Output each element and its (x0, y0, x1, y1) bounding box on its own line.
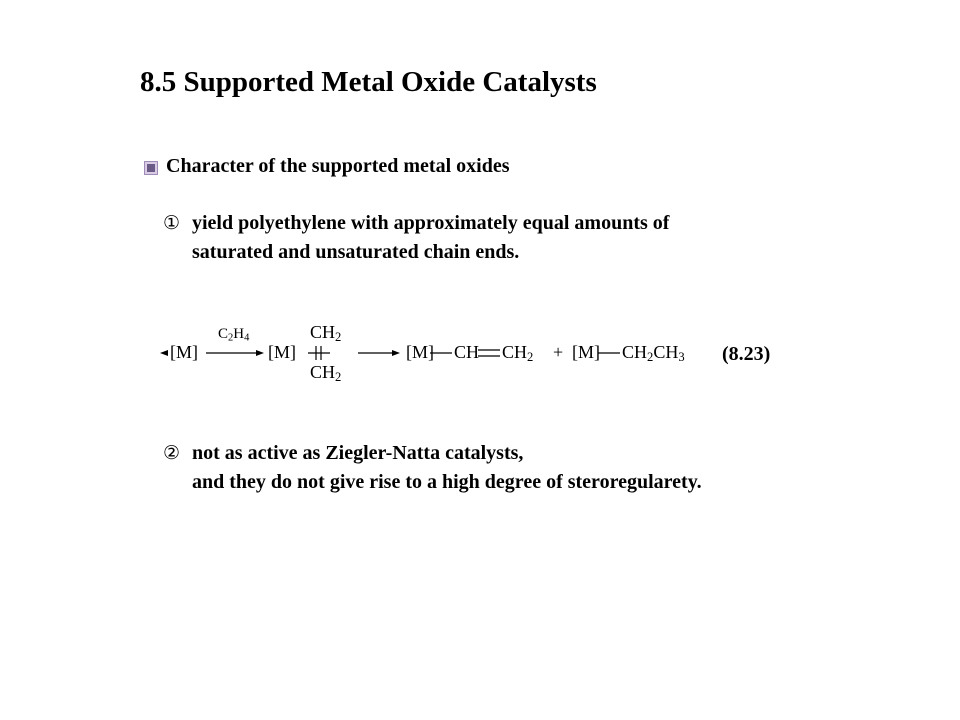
circled-number-2: ② (163, 442, 181, 464)
circled-number-1: ① (163, 212, 181, 234)
slide-title: 8.5 Supported Metal Oxide Catalysts (140, 66, 597, 98)
list-item-1 (163, 209, 669, 267)
list-item-2-text-1: not as active as Ziegler-Natta catalysts, (192, 442, 524, 464)
reagent-h: H (233, 326, 245, 342)
complex-top-ch2: $CH_2$ (310, 322, 342, 345)
reagent-c-sub: 2 (228, 332, 234, 344)
product-1-ch2: $CH_2$ (502, 342, 534, 365)
arrow-2-head (392, 350, 400, 356)
list-item-1-text-1: yield polyethylene with approximately equal amounts of (192, 212, 670, 234)
bullet-heading: Character of the supported metal oxides (166, 155, 510, 177)
list-item-2-text-2: and they do not give rise to a high degree of steroregularety. (192, 471, 702, 493)
arrow-1-head (256, 350, 264, 356)
plus-sign: + (553, 342, 564, 362)
reagent-c: C (218, 326, 229, 342)
intermediate-metal: [M] (268, 342, 296, 362)
reactant-metal: [M] (170, 342, 198, 362)
list-item-1-line-1 (163, 209, 669, 238)
reagent-h-sub: 4 (244, 332, 250, 344)
list-item-2-line-1 (163, 439, 702, 468)
product-1-metal: [M] (406, 342, 434, 362)
list-item-2 (163, 439, 702, 497)
equation-number: (8.23) (722, 343, 771, 365)
list-item-1-text-2: saturated and unsaturated chain ends. (192, 241, 520, 263)
coordination-arrow-head (160, 350, 168, 356)
list-item-1-line-2 (163, 238, 669, 267)
product-2-chain: $CH_2CH_3$ (622, 342, 685, 365)
reagent-ethylene (218, 326, 249, 343)
reaction-equation (160, 322, 780, 388)
product-1-ch: CH (454, 342, 480, 362)
product-2-metal: [M] (572, 342, 600, 362)
list-item-2-line-2 (163, 468, 702, 497)
complex-bottom-ch2: $CH_2$ (310, 362, 342, 385)
square-bullet-icon (144, 161, 158, 175)
